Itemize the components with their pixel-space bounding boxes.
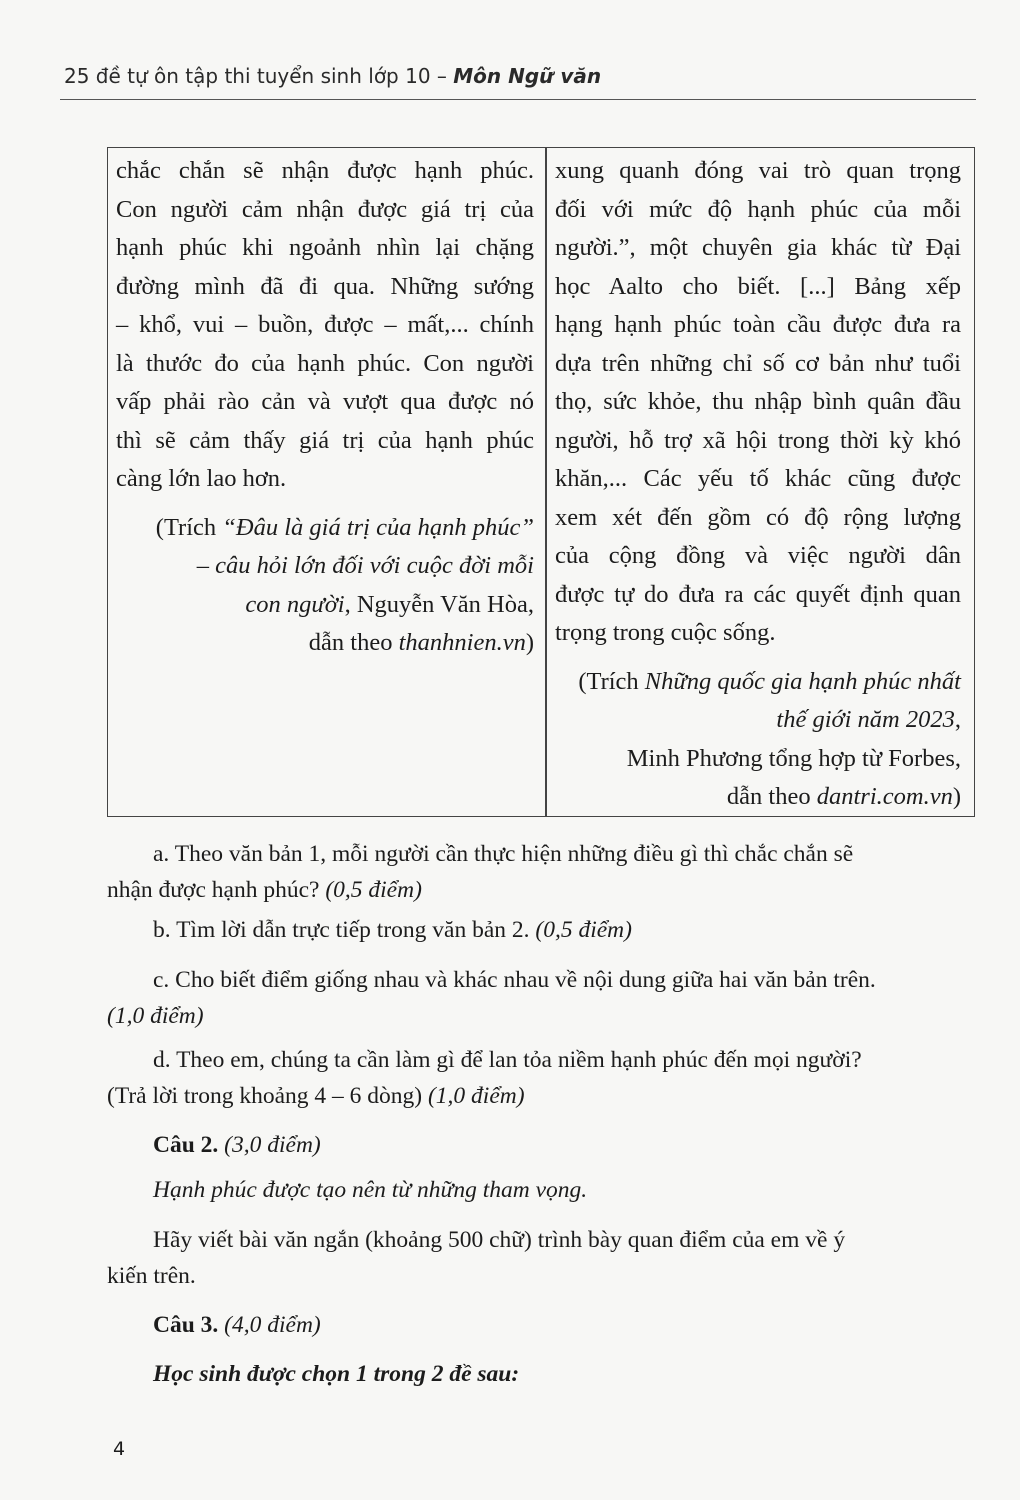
text-segment: (0,5 điểm) [325, 877, 422, 903]
text-segment: chắc chắn sẽ nhận được hạnh phúc. [116, 157, 534, 184]
passage-line [116, 152, 534, 191]
text-segment: con người [245, 590, 345, 618]
passage-line [555, 268, 961, 307]
text-segment: dựa trên những chỉ số cơ bản như tuổi [555, 349, 961, 377]
passage-line [555, 460, 961, 499]
passage-line [555, 152, 961, 191]
passage-line [116, 345, 534, 384]
question-block [107, 1222, 975, 1294]
header-rule [60, 99, 976, 100]
citation-line [116, 547, 534, 586]
text-segment: , [954, 706, 961, 733]
text-segment: dantri.com.vn [816, 783, 953, 810]
question-block [107, 912, 975, 948]
citation-line [116, 586, 534, 625]
text-segment: hạng hạnh phúc toàn cầu được đưa ra [555, 311, 961, 338]
book-title: 25 đề tự ôn tập thi tuyển sinh lớp 10 – [64, 64, 454, 88]
passage-line [555, 499, 961, 538]
text-segment: của cộng đồng và việc người dân [555, 542, 961, 569]
text-segment: đường mình đã đi qua. Những sướng [116, 272, 534, 300]
question-line [107, 962, 975, 998]
text-segment: Con người cảm nhận được giá trị của [116, 195, 534, 223]
passage-line [116, 191, 534, 230]
running-header [64, 64, 601, 88]
question-block [107, 1172, 975, 1208]
text-segment: (4,0 điểm) [224, 1312, 321, 1338]
reading-passages-table [107, 147, 975, 817]
question-line [107, 1307, 975, 1343]
question-line [107, 1042, 975, 1078]
question-line [107, 1172, 975, 1208]
text-segment: kiến trên. [107, 1263, 196, 1289]
text-segment: trọng trong cuộc sống. [555, 619, 776, 646]
text-segment: – khổ, vui – buồn, được – mất,... chính [116, 311, 534, 338]
question-block [107, 1042, 975, 1114]
passage-line [555, 614, 961, 653]
text-segment: dẫn theo [726, 783, 817, 810]
text-segment: khăn,... Các yếu tố khác cũng được [555, 465, 961, 492]
text-segment: càng lớn lao hơn. [116, 465, 287, 492]
text-segment: a. Theo văn bản 1, mỗi người cần thực hiện những điều gì thì chắc chắn sẽ [153, 841, 854, 867]
column-divider [545, 148, 547, 816]
passage-1-column [116, 152, 534, 663]
text-segment: Minh Phương tổng hợp từ Forbes, [626, 744, 961, 772]
passage-2-column [555, 152, 961, 817]
text-segment: (3,0 điểm) [224, 1132, 321, 1158]
text-segment: c. Cho biết điểm giống nhau và khác nhau về nội dung giữa hai văn bản trên. [153, 967, 876, 993]
spacer [116, 499, 534, 509]
passage-line [555, 306, 961, 345]
citation-line [116, 624, 534, 663]
question-block [107, 1356, 975, 1392]
subject-title: Môn Ngữ văn [453, 64, 602, 88]
question-line [107, 1258, 975, 1294]
text-segment: thọ, sức khỏe, thu nhập bình quân đầu [555, 388, 961, 415]
passage-line [555, 537, 961, 576]
question-line [107, 872, 975, 908]
question-block [107, 962, 975, 1034]
text-segment: người, hỗ trợ xã hội trong thời kỳ khó [555, 426, 961, 454]
text-segment: đối với mức độ hạnh phúc của mỗi [555, 195, 961, 223]
passage-line [116, 229, 534, 268]
text-segment: Hạnh phúc được tạo nên từ những tham vọng. [153, 1177, 588, 1203]
citation-line [555, 701, 961, 740]
passage-line [555, 383, 961, 422]
text-segment: “Đâu là giá trị của hạnh phúc” [222, 513, 534, 541]
question-line [107, 1356, 975, 1392]
text-segment: – câu hỏi lớn đối với cuộc đời mỗi [196, 552, 534, 579]
passage-line [116, 460, 534, 499]
question-block [107, 836, 975, 908]
text-segment: vấp phải rào cản và vượt qua được nó [116, 388, 534, 415]
passage-line [116, 383, 534, 422]
text-segment: (Trả lời trong khoảng 4 – 6 dòng) [107, 1083, 428, 1109]
passage-line [555, 191, 961, 230]
text-segment: học Aalto cho biết. [...] Bảng xếp [555, 272, 961, 300]
text-segment: nhận được hạnh phúc? [107, 877, 326, 903]
text-segment: thì sẽ cảm thấy giá trị của hạnh phúc [116, 426, 534, 454]
passage-line [116, 306, 534, 345]
text-segment: thanhnien.vn [398, 629, 526, 656]
text-segment: (Trích [155, 513, 223, 541]
text-segment: (1,0 điểm) [107, 1003, 204, 1029]
text-segment: Hãy viết bài văn ngắn (khoảng 500 chữ) trình bày quan điểm của em về ý [153, 1227, 846, 1253]
text-segment: (Trích [578, 667, 645, 695]
citation-line [116, 509, 534, 548]
citation-line [555, 778, 961, 817]
question-line [107, 1222, 975, 1258]
question-block [107, 1127, 975, 1163]
spacer [555, 653, 961, 663]
text-segment: Những quốc gia hạnh phúc nhất [644, 667, 961, 695]
text-segment: Câu 2. [153, 1132, 225, 1158]
text-segment: được tự do đưa ra các quyết định quan [555, 580, 961, 608]
question-line [107, 836, 975, 872]
passage-line [116, 268, 534, 307]
citation-line [555, 740, 961, 779]
text-segment: b. Tìm lời dẫn trực tiếp trong văn bản 2. [153, 917, 536, 943]
text-segment: ) [525, 629, 534, 656]
text-segment: Câu 3. [153, 1312, 225, 1338]
text-segment: ) [952, 783, 961, 810]
page-number: 4 [113, 1438, 126, 1460]
question-line [107, 1127, 975, 1163]
text-segment: người.”, một chuyên gia khác từ Đại [555, 234, 961, 261]
passage-line [555, 345, 961, 384]
text-segment: dẫn theo [308, 629, 399, 656]
text-segment: d. Theo em, chúng ta cần làm gì để lan tỏa niềm hạnh phúc đến mọi người? [153, 1047, 862, 1073]
passage-line [555, 229, 961, 268]
text-segment: là thước đo của hạnh phúc. Con người [116, 349, 534, 377]
text-segment: thế giới năm 2023 [776, 706, 955, 733]
text-segment: xem xét đến gồm có độ rộng lượng [555, 503, 961, 531]
citation-line [555, 663, 961, 702]
question-line [107, 1078, 975, 1114]
question-line [107, 998, 975, 1034]
text-segment: (1,0 điểm) [427, 1083, 525, 1109]
passage-line [116, 422, 534, 461]
text-segment: , Nguyễn Văn Hòa, [344, 590, 534, 618]
text-segment: Học sinh được chọn 1 trong 2 đề sau: [153, 1361, 520, 1387]
text-segment: xung quanh đóng vai trò quan trọng [555, 157, 961, 184]
passage-line [555, 422, 961, 461]
question-block [107, 1307, 975, 1343]
text-segment: (0,5 điểm) [535, 917, 632, 943]
passage-line [555, 576, 961, 615]
question-line [107, 912, 975, 948]
text-segment: hạnh phúc khi ngoảnh nhìn lại chặng [116, 234, 534, 261]
